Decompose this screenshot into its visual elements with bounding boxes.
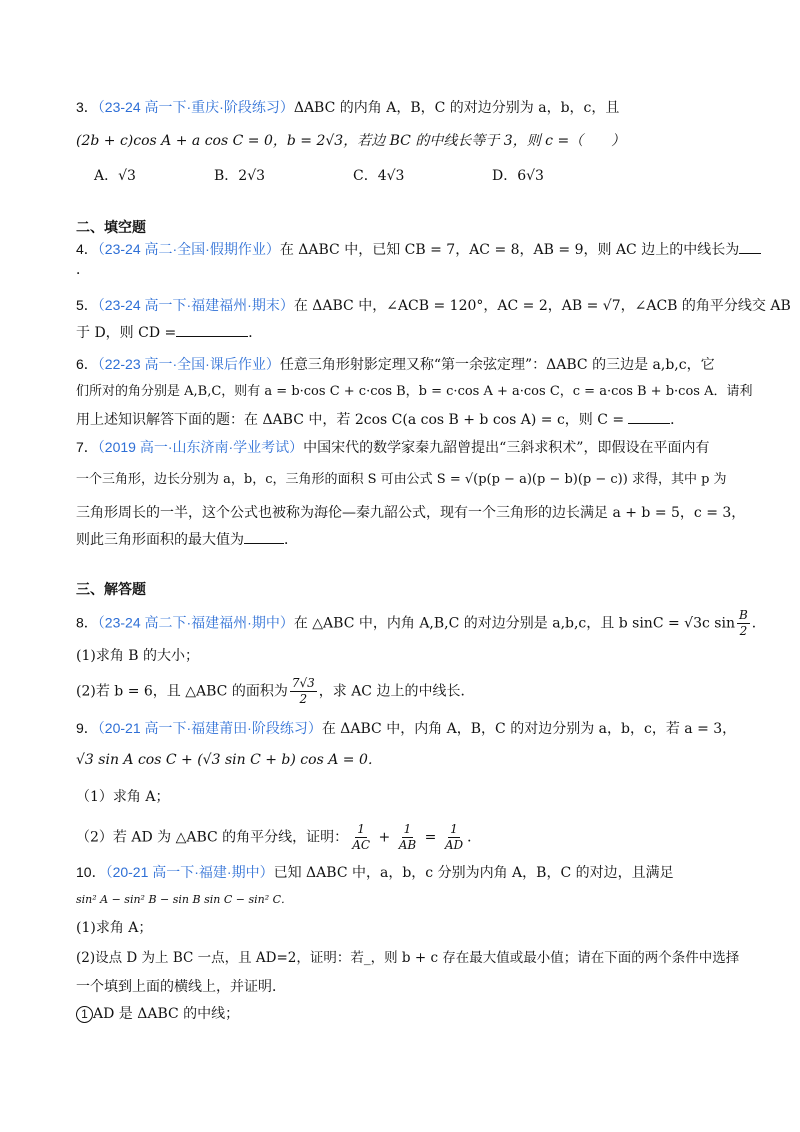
q6-line1 — [76, 354, 736, 375]
q10-condition-1-text: AD 是 ΔABC 的中线； — [93, 1006, 240, 1022]
q5-number: 5． — [76, 297, 98, 313]
section-answer-heading: 三、解答题 — [76, 582, 146, 598]
q8-stem: 在 △ABC 中，内角 A,B,C 的对边分别是 a,b,c，且 b sinC = √3c sin — [293, 615, 735, 632]
q5-source: （23-24 高一下·福建福州·期末） — [97, 297, 294, 313]
q6-stem: 任意三角形射影定理又称“第一余弦定理”：ΔABC 的三边是 a,b,c，它 — [279, 357, 715, 373]
q9-frac-ac-num: 1 — [357, 822, 365, 836]
q4-number: 4． — [76, 241, 98, 257]
q8-source: （23-24 高二下·福建福州·期中） — [97, 614, 294, 631]
q10-part2-b: 一个填到上面的横线上，并证明． — [76, 979, 286, 995]
q4-answer-blank — [739, 241, 761, 254]
q9-number: 9． — [76, 720, 98, 736]
q5-answer-blank — [176, 324, 248, 337]
q9-frac-ad — [443, 822, 465, 853]
q7-line3: 三角形周长的一半，这个公式也被称为海伦—秦九韶公式，现有一个三角形的边长满足 a + b = 5，c = 3， — [76, 505, 746, 521]
q5-tail: ． — [248, 325, 263, 341]
q9-frac-ac — [350, 822, 372, 853]
q10-line1 — [76, 862, 736, 883]
q3-option-a: A．√3 — [94, 168, 136, 184]
q4-source: （23-24 高二·全国·假期作业） — [97, 241, 280, 257]
q10-stem: 已知 ΔABC 中，a，b，c 分别为内角 A，B，C 的对边，且满足 — [273, 865, 674, 881]
q8-part2 — [76, 676, 736, 707]
q7-number: 7． — [76, 439, 98, 455]
q3-line1 — [76, 97, 736, 118]
q6-answer-blank — [628, 411, 670, 424]
q3-condition: (2b + c)cos A + a cos C = 0，b = 2√3，若边 BC 的中线长等于 3，则 c =（ ） — [76, 133, 626, 149]
q7-answer-blank — [244, 531, 284, 544]
q4-stem: 在 ΔABC 中，已知 CB = 7，AC = 8，AB = 9，则 AC 边上的中线长为 — [279, 242, 740, 258]
q8-area-den: 2 — [299, 692, 308, 706]
q9-part2-end: ． — [467, 829, 482, 846]
q8-part1: (1)求角 B 的大小； — [76, 648, 200, 664]
q6-number: 6． — [76, 356, 98, 372]
q8-part2-b: ，求 AC 边上的中线长． — [318, 683, 475, 700]
q5-stem-2: 于 D，则 CD = — [76, 325, 177, 341]
q3-option-c: C．4√3 — [353, 168, 405, 184]
q6-line3 — [76, 410, 736, 430]
q6-line2: 们所对的角分别是 A,B,C，则有 a = b·cos C + c·cos B，b = c·cos A + a·cos C，c = a·cos B + b·cos A．请利 — [76, 384, 753, 399]
q8-fraction — [737, 608, 750, 639]
q9-frac-ad-num: 1 — [450, 822, 458, 836]
q9-part1: （1）求角 A； — [76, 789, 170, 805]
q5-line1 — [76, 295, 791, 316]
q9-frac-ab-den: AB — [398, 838, 417, 852]
q7-line4 — [76, 530, 736, 550]
q3-stem: ΔABC 的内角 A，B，C 的对边分别为 a，b，c，且 — [293, 100, 620, 116]
q7-stem: 中国宋代的数学家秦九韶曾提出“三斜求积术”，即假设在平面内有 — [303, 440, 710, 456]
q8-area-fraction — [290, 676, 317, 707]
q8-fraction-den: 2 — [739, 624, 748, 638]
q8-part2-a: (2)若 b = 6，且 △ABC 的面积为 — [76, 683, 288, 700]
q10-condition-1 — [76, 1004, 736, 1024]
q9-frac-ac-den: AC — [352, 838, 371, 852]
q8-line1 — [76, 608, 766, 639]
q9-part2-a: （2）若 AD 为 △ABC 的角平分线，证明： — [76, 829, 349, 846]
q3-line2 — [76, 131, 736, 151]
circled-one-marker: 1 — [76, 1006, 93, 1023]
q5-line2 — [76, 323, 736, 343]
q9-frac-ad-den: AD — [444, 838, 464, 852]
q9-frac-ab — [397, 822, 418, 853]
q10-source: （20-21 高一下·福建·期中） — [105, 864, 274, 880]
q7-source: （2019 高一·山东济南·学业考试） — [97, 439, 304, 455]
q6-tail: ． — [670, 412, 685, 428]
q6-source: （22-23 高一·全国·课后作业） — [97, 356, 280, 372]
q4-tail: ． — [76, 262, 90, 278]
q7-line1 — [76, 437, 736, 458]
q7-line2: 一个三角形，边长分别为 a，b，c，三角形的面积 S 可由公式 S = √(p(p − a)(p − b)(p − c)) 求得，其中 p 为 — [76, 472, 727, 487]
q8-area-num: 7√3 — [291, 676, 315, 690]
q9-part2: （2）若 AD 为 △ABC 的角平分线，证明： $\frac{1}{AC}$ + $\frac{1}{AB}$ = $\frac{1}{AD}$ ． — [76, 822, 482, 852]
q3-option-b: B．2√3 — [214, 168, 266, 184]
q8-number: 8． — [76, 614, 98, 631]
q10-part1: (1)求角 A； — [76, 920, 153, 936]
q5-stem: 在 ΔABC 中，∠ACB = 120°，AC = 2，AB = √7，∠ACB 的角平分线交 AB — [293, 298, 791, 314]
q9-frac-ab-num: 1 — [403, 822, 412, 836]
q8-stem-end: ． — [751, 615, 766, 632]
section-fill-blank-heading: 二、填空题 — [76, 220, 146, 236]
q10-part2: (2)设点 D 为上 BC 一点，且 AD=2，证明：若_，则 b + c 存在最大值或最小值；请在下面的两个条件中选择 — [76, 950, 740, 966]
q6-stem-3: 用上述知识解答下面的题：在 ΔABC 中，若 2cos C(a cos B + b cos A) = c，则 C = — [76, 412, 625, 428]
q9-stem: 在 ΔABC 中，内角 A，B，C 的对边分别为 a，b，c，若 a = 3， — [321, 721, 737, 737]
q3-number: 3． — [76, 99, 98, 115]
q9-line2: √3 sin A cos C + (√3 sin C + b) cos A = 0． — [76, 752, 382, 768]
q7-stem-4: 则此三角形面积的最大值为 — [76, 532, 244, 548]
q4-line1 — [76, 239, 740, 260]
q9-source: （20-21 高一下·福建莆田·阶段练习） — [97, 720, 322, 736]
q10-line2: sin² A − sin² B − sin B sin C − sin² C． — [76, 893, 293, 906]
q10-number: 10． — [76, 864, 106, 880]
q8-fraction-num: B — [738, 608, 748, 622]
q3-option-d: D．6√3 — [492, 168, 544, 184]
q9-line1 — [76, 718, 736, 739]
q7-tail: ． — [284, 532, 298, 548]
q3-source: （23-24 高一下·重庆·阶段练习） — [97, 99, 294, 115]
